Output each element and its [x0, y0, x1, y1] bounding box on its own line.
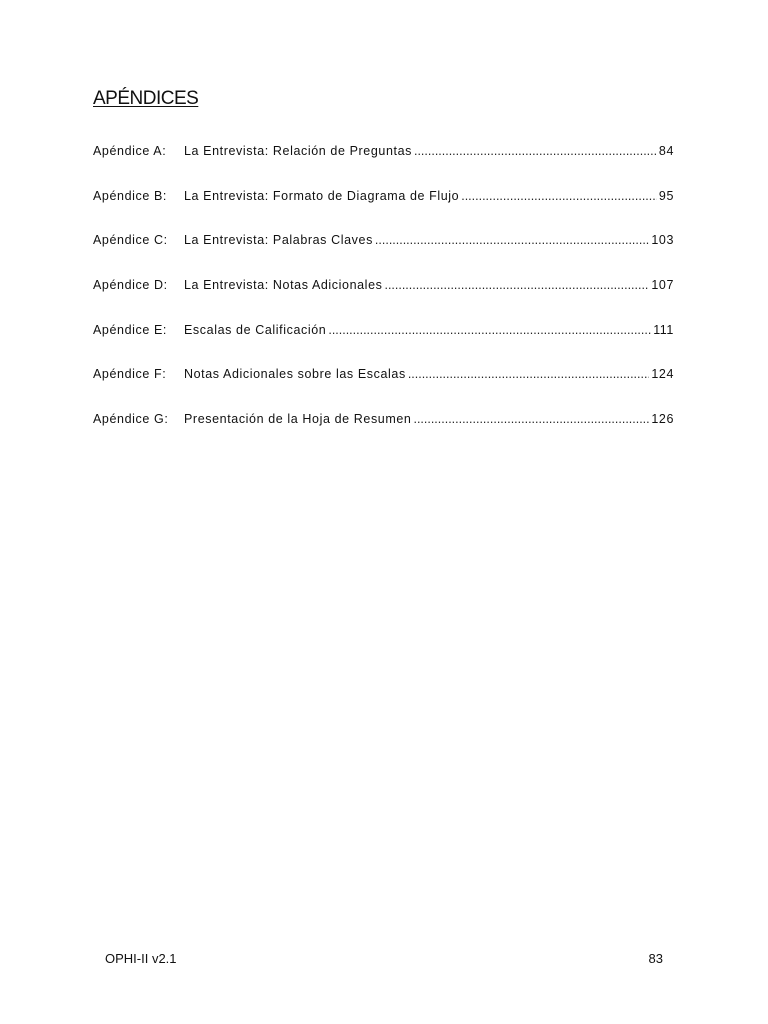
dot-leader: [384, 278, 649, 292]
dot-leader: [414, 144, 657, 158]
dot-leader: [408, 367, 650, 381]
toc-title: La Entrevista: Formato de Diagrama de Flujo: [184, 188, 460, 203]
toc-label: Apéndice E:: [93, 322, 168, 337]
toc-page-number: 84: [658, 144, 674, 158]
toc-label: Apéndice G:: [93, 412, 169, 427]
toc-label: Apéndice A:: [93, 144, 167, 158]
toc-entry-d[interactable]: [93, 278, 674, 323]
toc-page-number: 124: [651, 367, 674, 382]
toc-label: Apéndice B:: [93, 188, 168, 203]
toc-title: La Entrevista: Palabras Claves: [184, 233, 373, 248]
toc-entry-e[interactable]: [93, 323, 674, 368]
dot-leader: [328, 323, 651, 337]
dot-leader: [461, 189, 657, 203]
toc-entry-b[interactable]: [93, 189, 674, 234]
dot-leader: [375, 233, 649, 247]
table-of-contents: [93, 144, 674, 457]
dot-leader: [413, 412, 649, 426]
footer-page-number: 83: [648, 951, 663, 966]
toc-entry-g[interactable]: [93, 412, 674, 457]
toc-label: Apéndice C:: [93, 233, 168, 248]
toc-title: La Entrevista: Notas Adicionales: [184, 278, 383, 293]
page-title: APÉNDICES: [93, 88, 199, 109]
footer-document-name: OPHI-II v2.1: [105, 951, 177, 966]
toc-page-number: 103: [651, 233, 674, 248]
toc-label: Apéndice F:: [93, 367, 167, 382]
toc-entry-a[interactable]: [93, 144, 674, 189]
toc-title: Notas Adicionales sobre las Escalas: [184, 367, 406, 382]
toc-entry-c[interactable]: [93, 233, 674, 278]
toc-page-number: 111: [653, 322, 674, 337]
toc-title: Presentación de la Hoja de Resumen: [184, 412, 412, 427]
toc-title: Escalas de Calificación: [184, 322, 327, 337]
toc-label: Apéndice D:: [93, 278, 168, 293]
toc-page-number: 107: [651, 278, 674, 293]
toc-title: La Entrevista: Relación de Preguntas: [184, 144, 412, 158]
toc-page-number: 126: [651, 412, 674, 427]
toc-entry-f[interactable]: [93, 367, 674, 412]
toc-page-number: 95: [658, 188, 674, 203]
